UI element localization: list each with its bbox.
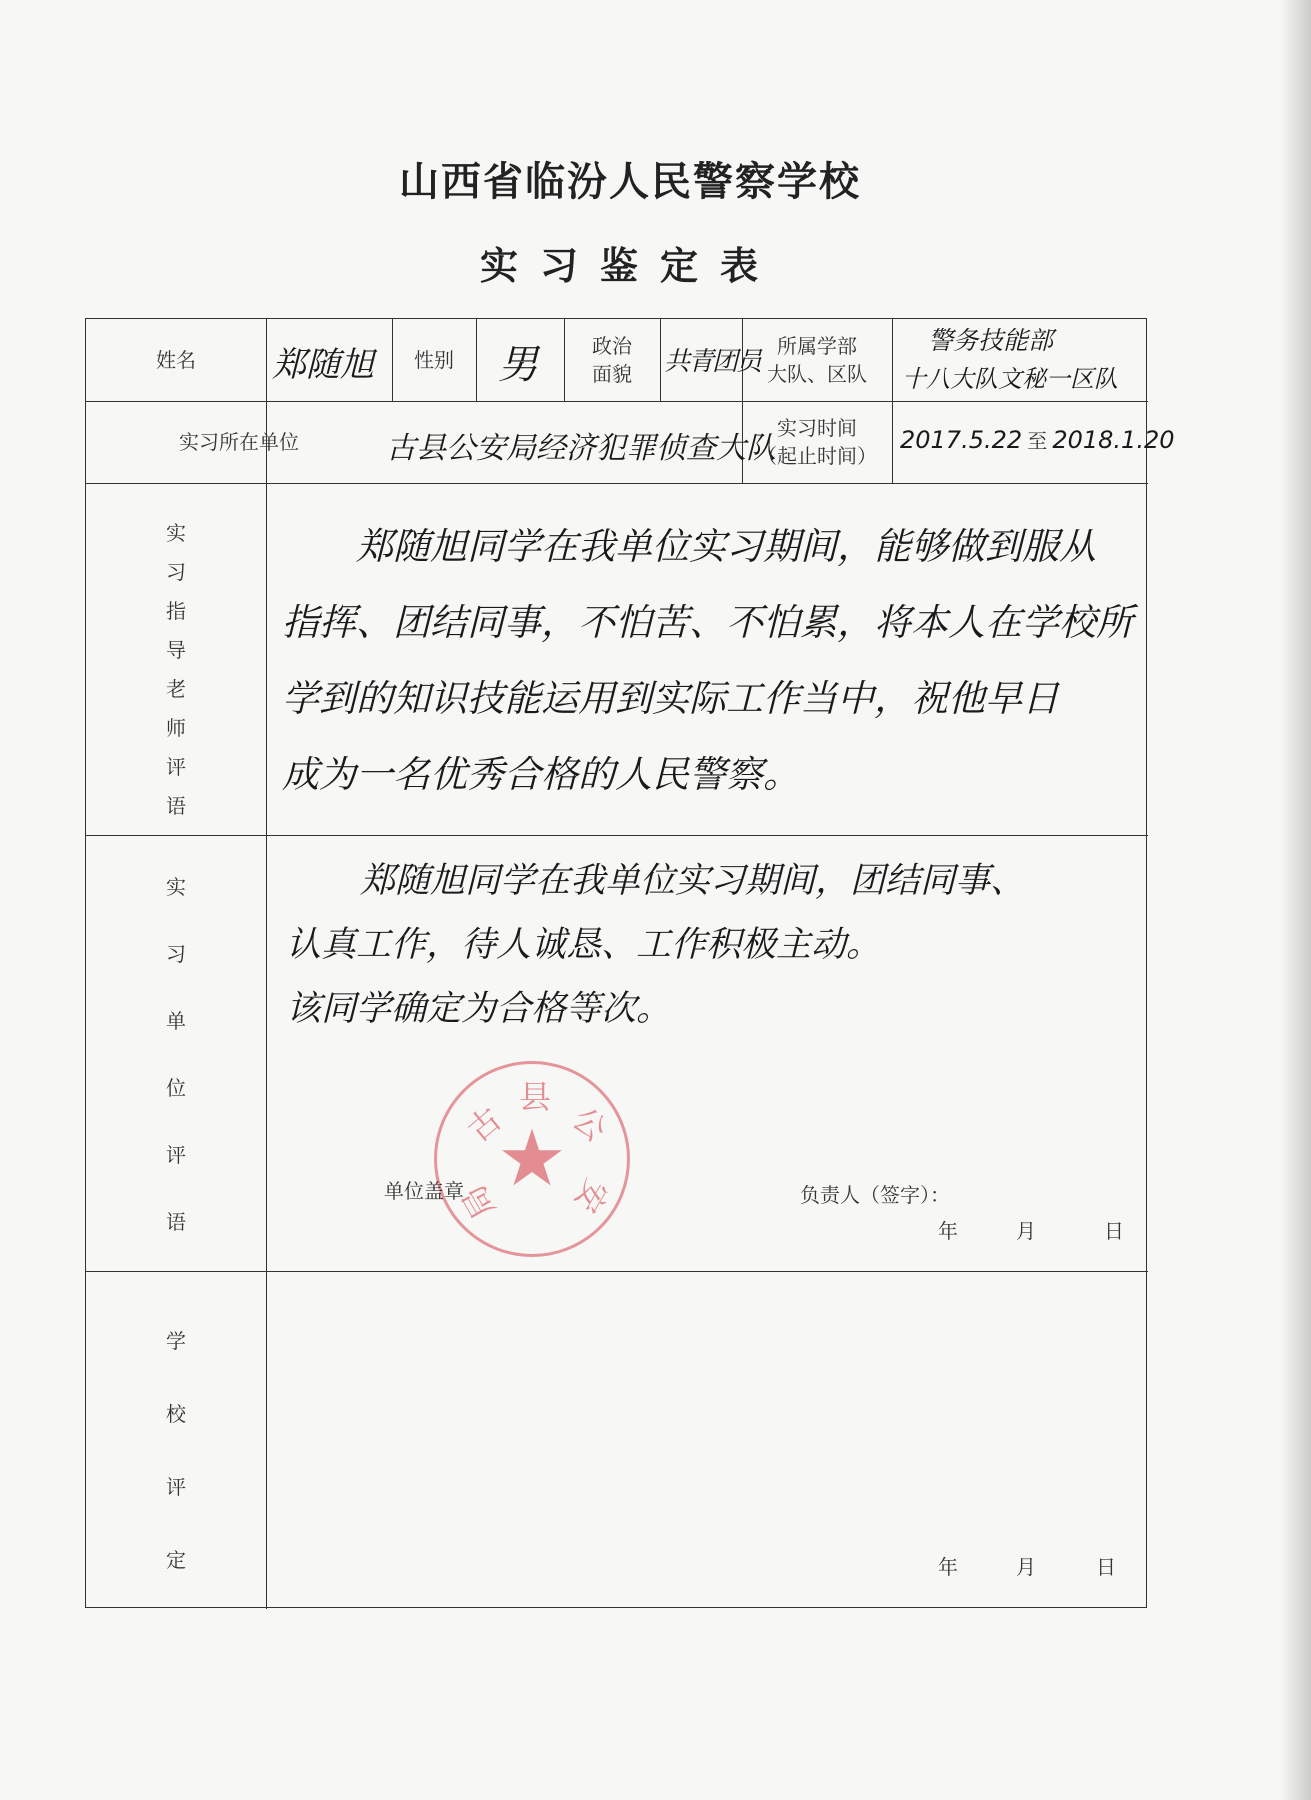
unit-comment-label — [156, 871, 196, 1235]
school-date-day: 日 — [1096, 1555, 1116, 1579]
period-label-line2: （起止时间） — [757, 444, 877, 468]
unit-comment-line: 该同学确定为合格等次。 — [286, 989, 672, 1029]
unit-stamp-label: 单位盖章 — [384, 1179, 464, 1203]
signature-label: 负责人（签字）： — [800, 1183, 950, 1207]
school-date-month: 月 — [1016, 1555, 1036, 1579]
row-divider — [86, 483, 1148, 484]
label-char: 指 — [166, 599, 186, 623]
official-seal-stamp — [434, 1061, 630, 1257]
unit-date-year: 年 — [938, 1219, 958, 1243]
seal-char: 局 — [454, 1178, 504, 1226]
internship-period-label — [742, 401, 892, 483]
unit-date-day: 日 — [1104, 1219, 1124, 1243]
department-label-line1: 所属学部 — [777, 334, 857, 358]
period-label-line1: 实习时间 — [777, 416, 857, 440]
political-status-label — [564, 319, 660, 401]
label-char: 单 — [166, 1009, 186, 1033]
period-end: 2018.1.20 — [1052, 426, 1175, 454]
label-char: 语 — [166, 794, 186, 818]
teacher-comment-line: 郑随旭同学在我单位实习期间，能够做到服从 — [356, 525, 1096, 568]
unit-date-month: 月 — [1016, 1219, 1036, 1243]
column-divider — [476, 319, 477, 401]
form-header — [0, 150, 1260, 290]
label-char: 评 — [166, 1475, 186, 1499]
political-label-line1: 政治 — [592, 334, 632, 358]
appraisal-form-table — [85, 318, 1175, 1608]
unit-comment-line: 认真工作，待人诚恳、工作积极主动。 — [286, 925, 882, 965]
label-char: 老 — [166, 677, 186, 701]
name-value: 郑随旭 — [272, 345, 374, 385]
label-char: 实 — [166, 875, 186, 899]
gender-label: 性别 — [414, 348, 454, 372]
teacher-comment-line: 学到的知识技能运用到实际工作当中，祝他早日 — [282, 677, 1059, 720]
department-value-line1: 警务技能部 — [928, 326, 1054, 355]
internship-unit-value: 古县公安局经济犯罪侦查大队 — [386, 431, 776, 466]
label-char: 评 — [166, 755, 186, 779]
period-separator: 至 — [1027, 429, 1048, 453]
seal-char: 古 — [459, 1099, 509, 1150]
teacher-comment-line: 成为一名优秀合格的人民警察。 — [282, 753, 800, 796]
political-label-line2: 面貌 — [592, 362, 632, 386]
department-value-line2: 十八大队文秘一区队 — [902, 365, 1118, 393]
label-column-divider — [266, 319, 267, 1609]
column-divider — [660, 319, 661, 401]
period-start: 2017.5.22 — [900, 426, 1023, 454]
school-name: 山西省临汾人民警察学校 — [399, 159, 861, 205]
label-char: 评 — [166, 1143, 186, 1167]
teacher-comment-text — [282, 509, 1133, 813]
seal-char: 公 — [565, 1099, 615, 1150]
teacher-comment-line: 指挥、团结同事，不怕苦、不怕累，将本人在学校所 — [282, 601, 1133, 644]
label-char: 学 — [166, 1329, 186, 1353]
row-divider — [86, 1271, 1148, 1272]
column-divider — [892, 319, 893, 483]
school-evaluation-label — [156, 1325, 196, 1573]
unit-comment-text — [286, 849, 1025, 1041]
seal-char: 县 — [519, 1078, 552, 1116]
seal-char: 安 — [566, 1172, 616, 1220]
label-char: 校 — [166, 1402, 186, 1426]
school-date-year: 年 — [938, 1555, 958, 1579]
form-title: 实习鉴定表 — [479, 244, 780, 288]
label-char: 导 — [166, 638, 186, 662]
name-label: 姓名 — [156, 348, 196, 372]
label-char: 语 — [166, 1210, 186, 1234]
row-divider — [86, 835, 1148, 836]
label-char: 定 — [166, 1548, 186, 1572]
label-char: 师 — [166, 716, 186, 740]
page-edge-shadow — [1281, 0, 1311, 1800]
teacher-comment-label — [156, 517, 196, 819]
label-char: 实 — [166, 521, 186, 545]
political-status-value: 共青团员 — [664, 347, 761, 377]
internship-unit-label: 实习所在单位 — [179, 430, 299, 454]
label-char: 习 — [166, 560, 186, 584]
seal-star-icon: ★ — [497, 1114, 567, 1204]
unit-comment-line: 郑随旭同学在我单位实习期间，团结同事、 — [360, 861, 1026, 901]
label-char: 习 — [166, 942, 186, 966]
department-label — [742, 319, 892, 401]
gender-value: 男 — [498, 342, 538, 388]
label-char: 位 — [166, 1076, 186, 1100]
department-label-line2: 大队、区队 — [767, 362, 867, 386]
internship-period-value — [900, 425, 1175, 454]
